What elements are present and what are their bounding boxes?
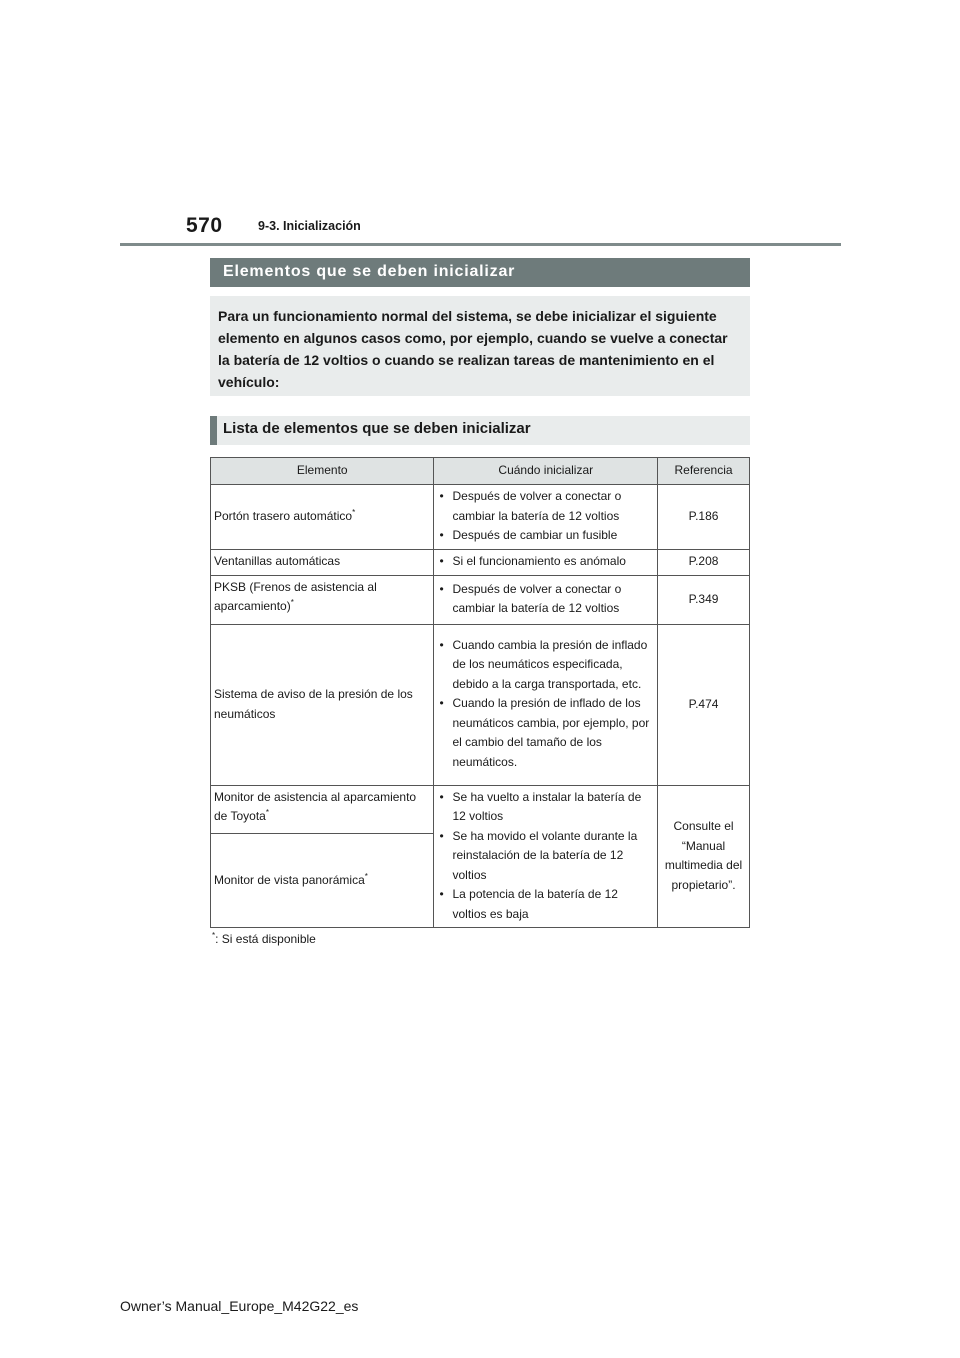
when-condition: • Después de cambiar un fusible <box>438 526 653 546</box>
table-row <box>211 575 750 624</box>
when-condition: • Cuando cambia la presión de inflado de los neumáticos especificada, debido a la carga transportada, etc. <box>438 636 653 695</box>
item-name: Ventanillas automáticas <box>214 554 341 569</box>
item-name: Monitor de asistencia al aparcamiento de Toyota <box>214 789 417 823</box>
section-title: Elementos que se deben inicializar <box>210 258 750 287</box>
reference-cell: P.349 <box>658 575 750 624</box>
reference-cell: Consulte el “Manual multimedia del propietario”. <box>658 785 750 928</box>
item-name: PKSB (Frenos de asistencia al aparcamiento) <box>214 579 377 613</box>
item-name: Sistema de aviso de la presión de los neumáticos <box>214 687 413 721</box>
table-header-row <box>211 458 750 485</box>
when-cell <box>434 624 658 785</box>
intro-paragraph: Para un funcionamiento normal del sistema, se debe inicializar el siguiente elemento en algunos casos como, por ejemplo, cuando se vuelve a conectar la batería de 12 voltios o cuando se realizan tareas de mantenimiento en el vehículo: <box>210 296 750 396</box>
table-row <box>211 624 750 785</box>
column-header-reference: Referencia <box>658 458 750 485</box>
item-name: Portón trasero automático <box>214 509 353 523</box>
when-cell <box>434 485 658 550</box>
footnote <box>212 932 316 946</box>
list-heading: Lista de elementos que se deben inicializar <box>210 416 750 445</box>
page-number: 570 <box>186 214 223 237</box>
table-row <box>211 785 750 833</box>
table-row <box>211 485 750 550</box>
availability-mark: * <box>352 508 356 517</box>
item-cell <box>211 785 434 833</box>
availability-mark: * <box>265 808 269 817</box>
footnote-text: : Si está disponible <box>215 932 316 946</box>
table-row <box>211 549 750 575</box>
when-cell <box>434 549 658 575</box>
column-header-when: Cuándo inicializar <box>434 458 658 485</box>
when-condition: • Cuando la presión de inflado de los neumáticos cambia, por ejemplo, por el cambio del tamaño de los neumáticos. <box>438 694 653 772</box>
when-condition: • La potencia de la batería de 12 voltios es baja <box>438 885 653 924</box>
section-path: 9-3. Inicialización <box>258 219 361 233</box>
item-name: Monitor de vista panorámica <box>214 872 365 887</box>
reference-cell: P.186 <box>658 485 750 550</box>
availability-mark: * <box>364 871 368 881</box>
availability-mark: * <box>290 598 294 607</box>
items-table <box>210 457 750 928</box>
when-condition: • Se ha movido el volante durante la reinstalación de la batería de 12 voltios <box>438 827 653 886</box>
item-cell <box>211 624 434 785</box>
reference-cell: P.208 <box>658 549 750 575</box>
when-cell <box>434 785 658 928</box>
item-cell <box>211 575 434 624</box>
header-rule <box>120 243 841 246</box>
column-header-item: Elemento <box>211 458 434 485</box>
when-condition: • Después de volver a conectar o cambiar la batería de 12 voltios <box>438 487 653 526</box>
footer-manual-id: Owner’s Manual_Europe_M42G22_es <box>120 1298 359 1314</box>
when-condition: • Se ha vuelto a instalar la batería de 12 voltios <box>438 788 653 827</box>
when-cell <box>434 575 658 624</box>
when-condition: • Después de volver a conectar o cambiar la batería de 12 voltios <box>438 580 653 619</box>
item-cell <box>211 549 434 575</box>
reference-cell: P.474 <box>658 624 750 785</box>
when-condition: • Si el funcionamiento es anómalo <box>438 552 653 572</box>
item-cell <box>211 485 434 550</box>
footnote-mark: * <box>212 931 216 940</box>
item-cell <box>211 833 434 927</box>
